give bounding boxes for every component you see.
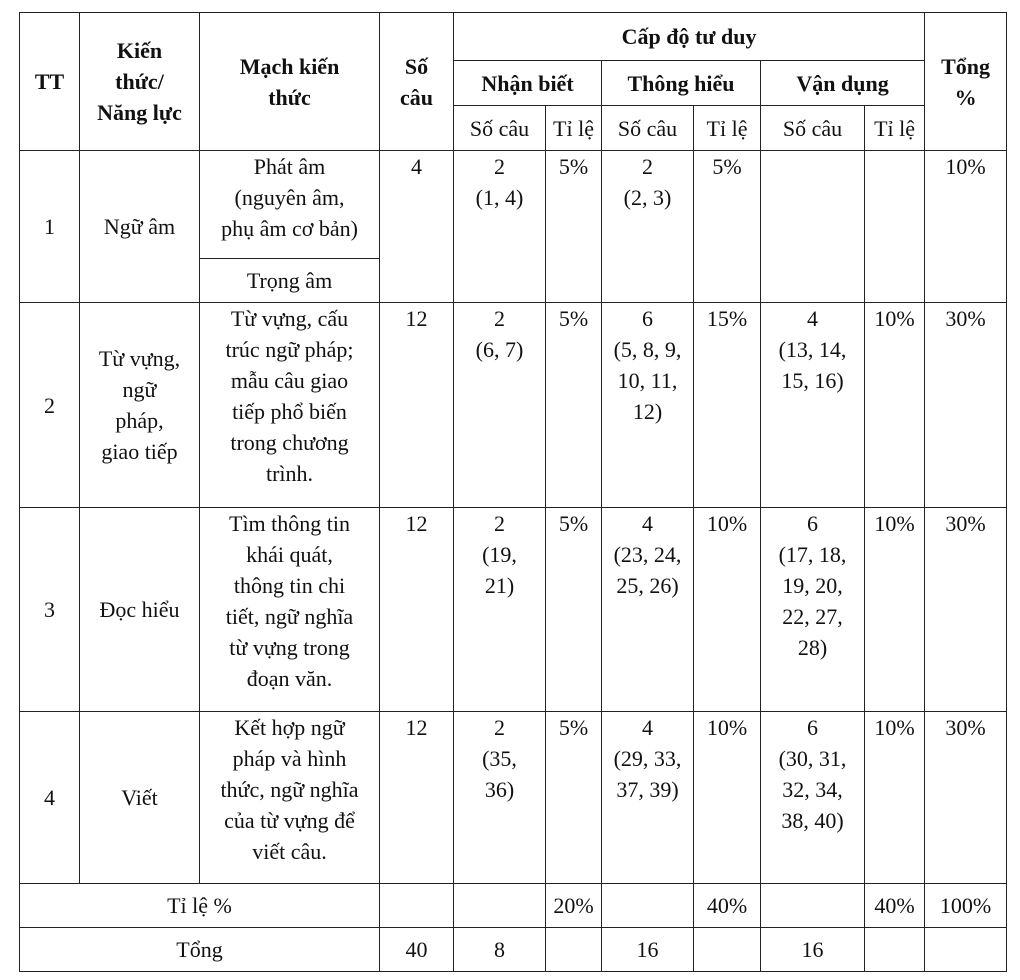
tong-nb-ti-le-empty — [546, 928, 602, 972]
row-vd-ti-le: 10% — [865, 303, 925, 508]
ti-le-vd: 40% — [865, 884, 925, 928]
row-nb-so-cau: 2 (19, 21) — [454, 508, 546, 712]
subheader-nb-so-cau: Số câu — [454, 106, 546, 151]
row-vd-so-cau: 6 (17, 18, 19, 20, 22, 27, 28) — [761, 508, 865, 712]
row-tt: 3 — [20, 508, 80, 712]
table-row — [20, 151, 1007, 259]
row-nb-so-cau: 2 (6, 7) — [454, 303, 546, 508]
row-vd-so-cau: 6 (30, 31, 32, 34, 38, 40) — [761, 712, 865, 884]
exam-matrix-container — [19, 12, 1007, 972]
row-vd-ti-le: 10% — [865, 712, 925, 884]
row-th-so-cau: 4 (29, 33, 37, 39) — [602, 712, 694, 884]
row-so-cau: 12 — [380, 712, 454, 884]
subheader-nb-ti-le: Tỉ lệ — [546, 106, 602, 151]
row-tong: 30% — [925, 712, 1007, 884]
exam-matrix-table — [19, 12, 1007, 972]
row-mach: Phát âm (nguyên âm, phụ âm cơ bản) — [200, 151, 380, 259]
row-vd-ti-le — [865, 151, 925, 303]
row-mach: Tìm thông tin khái quát, thông tin chi tiết, ngữ nghĩa từ vựng trong đoạn văn. — [200, 508, 380, 712]
row-tt: 2 — [20, 303, 80, 508]
ti-le-vd-so-cau-empty — [761, 884, 865, 928]
row-th-ti-le: 15% — [694, 303, 761, 508]
header-mach-kien-thuc: Mạch kiến thức — [200, 13, 380, 151]
header-tt: TT — [20, 13, 80, 151]
row-so-cau: 12 — [380, 303, 454, 508]
ti-le-label: Tỉ lệ % — [20, 884, 380, 928]
row-nb-so-cau: 2 (35, 36) — [454, 712, 546, 884]
row-nb-ti-le: 5% — [546, 508, 602, 712]
tong-vd-ti-le-empty — [865, 928, 925, 972]
header-cap-do-tu-duy: Cấp độ tư duy — [454, 13, 925, 61]
header-kien-thuc: Kiến thức/ Năng lực — [80, 13, 200, 151]
row-th-ti-le: 10% — [694, 508, 761, 712]
row-nb-ti-le: 5% — [546, 712, 602, 884]
row-name: Ngữ âm — [80, 151, 200, 303]
tong-so-cau: 40 — [380, 928, 454, 972]
row-tt: 1 — [20, 151, 80, 303]
header-so-cau: Số câu — [380, 13, 454, 151]
row-name: Đọc hiểu — [80, 508, 200, 712]
ti-le-nb-so-cau-empty — [454, 884, 546, 928]
subheader-th-so-cau: Số câu — [602, 106, 694, 151]
ti-le-so-cau-empty — [380, 884, 454, 928]
row-so-cau: 12 — [380, 508, 454, 712]
header-van-dung: Vận dụng — [761, 61, 925, 106]
tong-th-ti-le-empty — [694, 928, 761, 972]
header-row-1 — [20, 13, 1007, 61]
tong-vd-so-cau: 16 — [761, 928, 865, 972]
header-thong-hieu: Thông hiểu — [602, 61, 761, 106]
row-th-so-cau: 4 (23, 24, 25, 26) — [602, 508, 694, 712]
row-tong: 10% — [925, 151, 1007, 303]
row-th-so-cau: 6 (5, 8, 9, 10, 11, 12) — [602, 303, 694, 508]
ti-le-nb: 20% — [546, 884, 602, 928]
table-row — [20, 303, 1007, 508]
row-mach: Kết hợp ngữ pháp và hình thức, ngữ nghĩa của từ vựng để viết câu. — [200, 712, 380, 884]
tong-th-so-cau: 16 — [602, 928, 694, 972]
row-th-ti-le: 5% — [694, 151, 761, 303]
tong-label: Tổng — [20, 928, 380, 972]
header-nhan-biet: Nhận biết — [454, 61, 602, 106]
row-nb-ti-le: 5% — [546, 303, 602, 508]
row-tong: 30% — [925, 508, 1007, 712]
row-vd-so-cau — [761, 151, 865, 303]
header-tong-percent: Tổng % — [925, 13, 1007, 151]
ti-le-tong: 100% — [925, 884, 1007, 928]
row-nb-ti-le: 5% — [546, 151, 602, 303]
row-so-cau: 4 — [380, 151, 454, 303]
row-mach: Từ vựng, cấu trúc ngữ pháp; mẫu câu giao tiếp phổ biến trong chương trình. — [200, 303, 380, 508]
tong-nb-so-cau: 8 — [454, 928, 546, 972]
row-tong: 30% — [925, 303, 1007, 508]
table-row — [20, 712, 1007, 884]
row-vd-ti-le: 10% — [865, 508, 925, 712]
ti-le-th: 40% — [694, 884, 761, 928]
row-tt: 4 — [20, 712, 80, 884]
row-th-so-cau: 2 (2, 3) — [602, 151, 694, 303]
tong-row — [20, 928, 1007, 972]
ti-le-th-so-cau-empty — [602, 884, 694, 928]
row-name: Từ vựng, ngữ pháp, giao tiếp — [80, 303, 200, 508]
row-name: Viết — [80, 712, 200, 884]
row-th-ti-le: 10% — [694, 712, 761, 884]
row-vd-so-cau: 4 (13, 14, 15, 16) — [761, 303, 865, 508]
ti-le-row — [20, 884, 1007, 928]
subheader-th-ti-le: Tỉ lệ — [694, 106, 761, 151]
row-mach-2: Trọng âm — [200, 259, 380, 303]
table-row — [20, 508, 1007, 712]
subheader-vd-ti-le: Tỉ lệ — [865, 106, 925, 151]
subheader-vd-so-cau: Số câu — [761, 106, 865, 151]
tong-tong-empty — [925, 928, 1007, 972]
row-nb-so-cau: 2 (1, 4) — [454, 151, 546, 303]
